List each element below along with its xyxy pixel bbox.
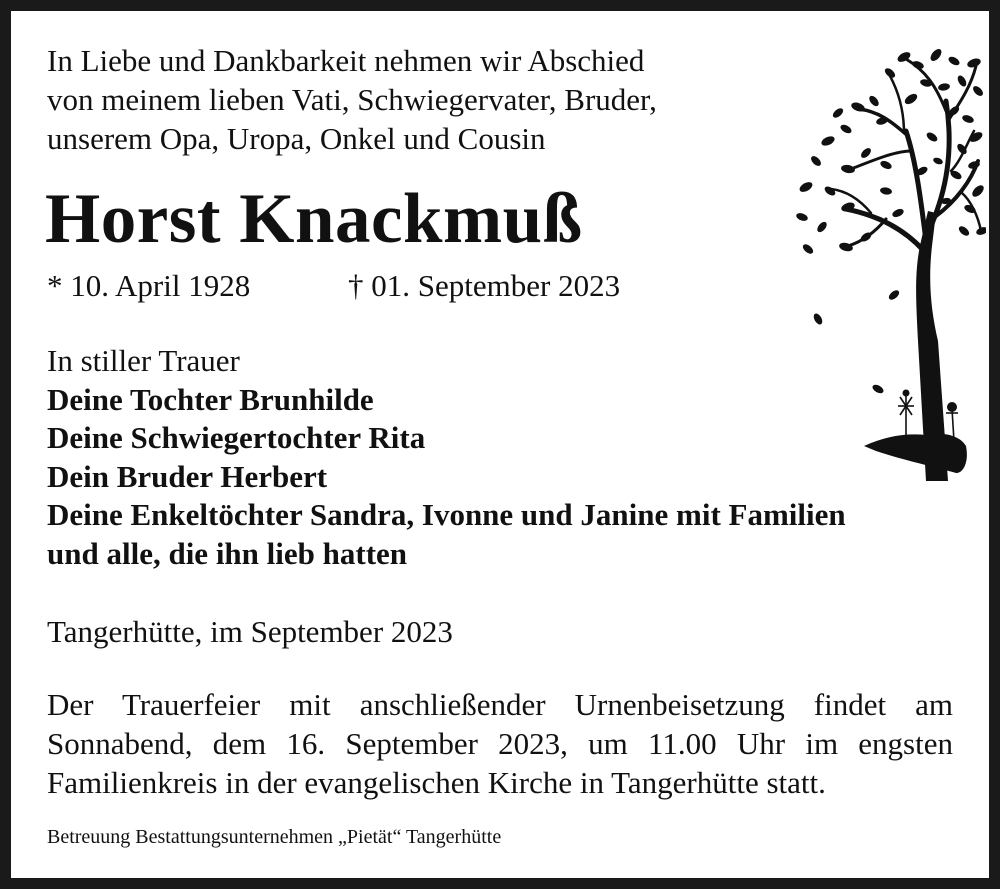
place-date: Tangerhütte, im September 2023 (47, 614, 453, 649)
intro-text (47, 41, 657, 158)
intro-line: von meinem lieben Vati, Schwiegervater, Bruder, (47, 82, 657, 117)
mourner-line: Dein Bruder Herbert (47, 458, 328, 494)
intro-line: unserem Opa, Uropa, Onkel und Cousin (47, 121, 546, 156)
deceased-name: Horst Knackmuß (45, 180, 583, 258)
mourner-line: und alle, die ihn lieb hatten (47, 535, 408, 571)
intro-line: In Liebe und Dankbarkeit nehmen wir Abschied (47, 43, 645, 78)
death-date: † 01. September 2023 (348, 268, 621, 303)
ceremony-line: Sonnabend, dem 16. September 2023, um 11.00 Uhr im engsten (47, 726, 953, 761)
mourner-line: Deine Enkeltöchter Sandra, Ivonne und Janine mit Familien (47, 497, 846, 532)
mourner-line: Deine Tochter Brunhilde (47, 381, 374, 417)
birth-date: * 10. April 1928 (47, 268, 251, 303)
mourners-list (47, 342, 846, 573)
ceremony-text (47, 685, 953, 802)
tree-icon (786, 41, 986, 481)
undertaker-credit: Betreuung Bestattungsunternehmen „Pietät“ Tangerhütte (47, 826, 502, 848)
mourner-line: Deine Schwiegertochter Rita (47, 420, 426, 455)
ceremony-line: Familienkreis in der evangelischen Kirche in Tangerhütte statt. (47, 765, 826, 800)
ceremony-line: Der Trauerfeier mit anschließender Urnenbeisetzung findet am (47, 687, 953, 722)
mourners-intro: In stiller Trauer (47, 343, 240, 378)
